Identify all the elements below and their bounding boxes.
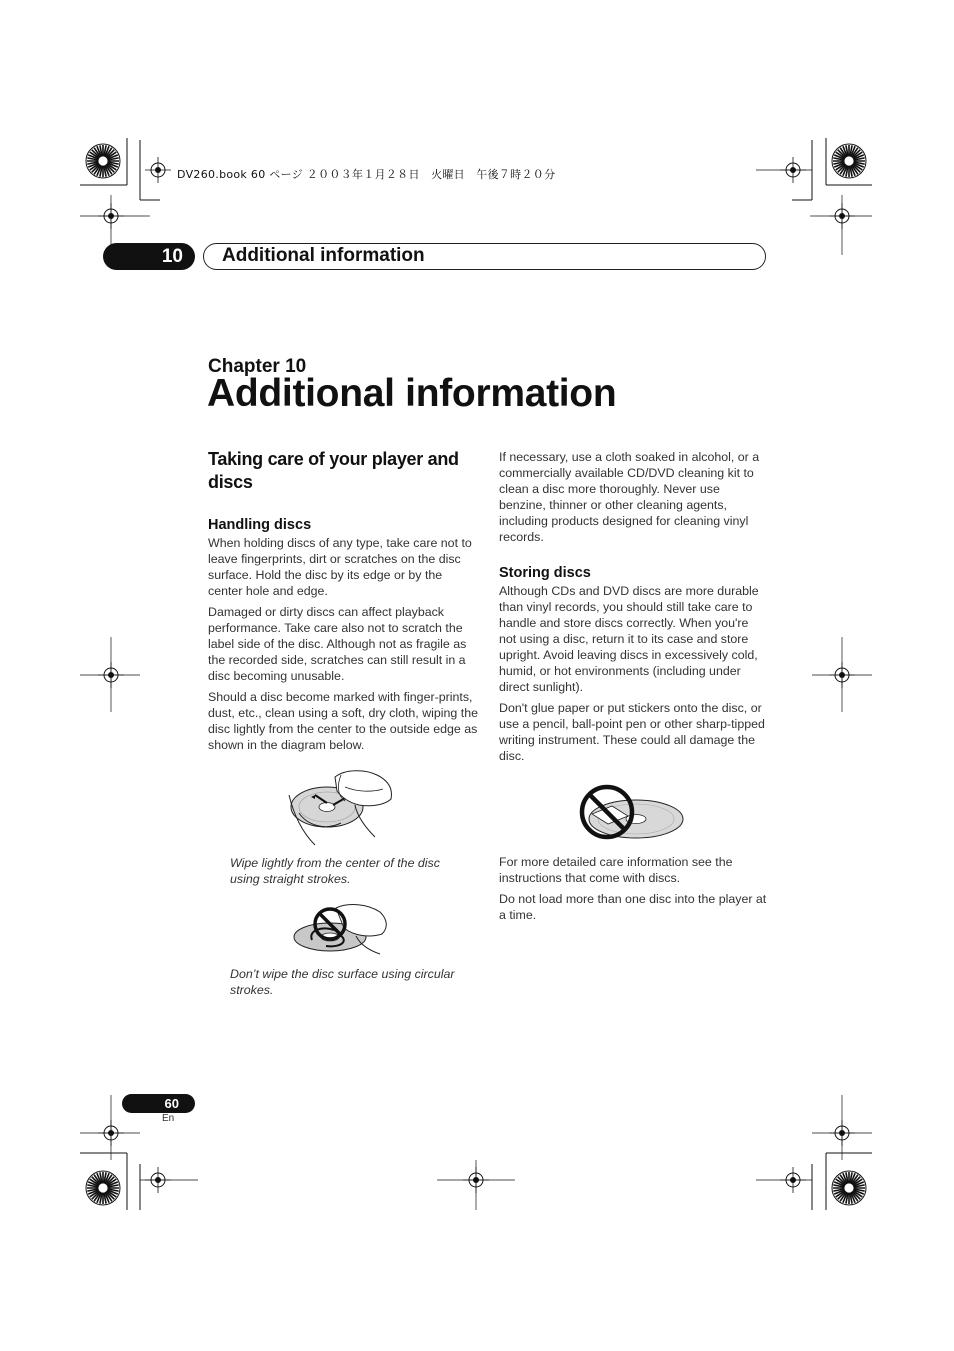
subheading-storing-discs: Storing discs — [499, 565, 591, 581]
paragraph: Don't glue paper or put stickers onto the disc, or use a pencil, ball-point pen or other sharp-tipped writing instrument. These could all damage the disc. — [499, 701, 765, 763]
disc-wipe-circular-prohibited-illustration — [290, 900, 392, 958]
chapter-number-badge: 10 — [103, 243, 195, 270]
right-column-closing — [499, 854, 769, 928]
paragraph: When holding discs of any type, take care not to leave fingerprints, dirt or scratches on the disc surface. Hold the disc by its edge or by the center hole and edge. — [208, 536, 472, 598]
paragraph: Should a disc become marked with finger-prints, dust, etc., clean using a soft, dry cloth, wiping the disc lightly from the center to the outside edge as shown in the diagram below. — [208, 690, 478, 752]
paragraph: For more detailed care information see the instructions that come with discs. — [499, 855, 733, 885]
caption-circular-strokes: Don’t wipe the disc surface using circular strokes. — [230, 967, 455, 997]
running-header-title: Additional information — [222, 245, 425, 266]
left-column — [208, 448, 478, 758]
right-column — [499, 449, 769, 769]
language-label: En — [162, 1113, 175, 1124]
section-heading: Taking care of your player and discs — [208, 449, 459, 492]
caption-straight-strokes: Wipe lightly from the center of the disc using straight strokes. — [230, 856, 440, 886]
subheading-handling-discs: Handling discs — [208, 517, 312, 533]
page-title: Additional information — [207, 372, 617, 415]
paragraph: If necessary, use a cloth soaked in alcohol, or a commercially available CD/DVD cleaning kit to clean a disc more thoroughly. Never use benzine, thinner or other cleaning agents, including products designed for cleaning vinyl records. — [499, 450, 760, 544]
disc-wipe-straight-illustration — [285, 765, 397, 847]
paragraph: Although CDs and DVD discs are more durable than vinyl records, you should still take care to handle and store discs correctly. When you're not using a disc, return it to its case and store upright. Avoid leaving discs in excessively cold, humid, or hot environments (including under direct sunlight). — [499, 584, 759, 694]
paragraph: Damaged or dirty discs can affect playback performance. Take care also not to scratch the label side of the disc. Although not as fragile as the recorded side, scratches can still result in a disc becoming unusable. — [208, 605, 467, 683]
page-number-badge: 60 — [122, 1094, 195, 1113]
chapter-label: Chapter 10 — [208, 356, 307, 377]
disc-no-sticker-illustration — [578, 780, 688, 844]
book-info-line: DV260.book 60 ページ ２００３年１月２８日 火曜日 午後７時２０分 — [177, 168, 556, 181]
paragraph: Do not load more than one disc into the player at a time. — [499, 892, 767, 922]
